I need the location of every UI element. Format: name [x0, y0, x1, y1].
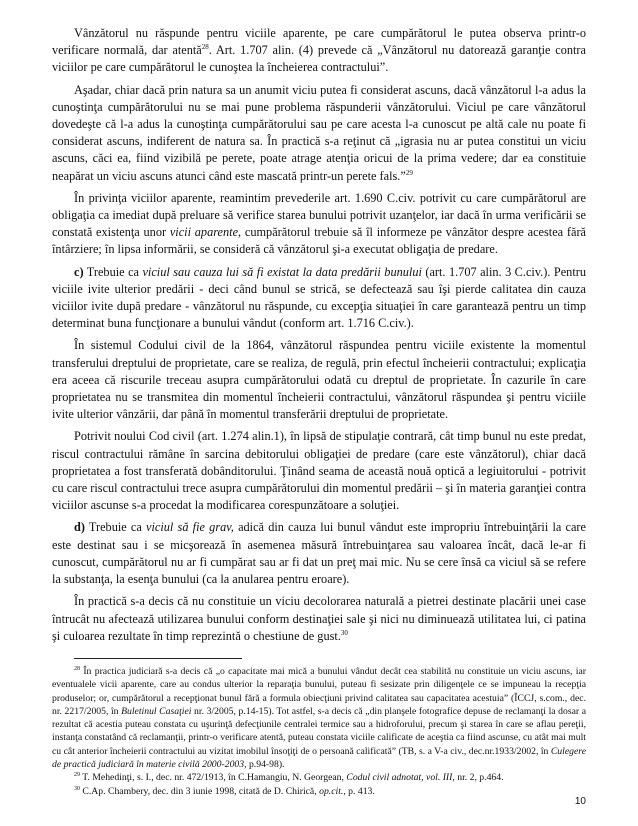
footnote-emphasis: Codul civil adnotat, vol. III: [346, 772, 453, 784]
page-number: 10: [574, 796, 586, 807]
paragraph-text: În practică s-a decis că nu constituie un viciu decolorarea naturală a pietrei destinate placării unei case întrucât nu afectează utilizarea bunului conform destinaţiei sale şi nici nu diminuează utilitatea lui, ci patina şi culoarea rezultate în timp reprezintă o chestiune de gust.: [52, 594, 586, 643]
footnote-text: , p.94-98).: [244, 758, 285, 770]
paragraph-text: În privinţa viciilor aparente, reamintim prevederile art. 1.690 C.civ. potrivit cu care cumpărătorul are obligaţia ca imediat după preluare să verifice starea bunului potrivit uzanţelor, iar dacă în urma verificării se constată existenţa unor: [52, 190, 586, 240]
paragraph-4: [52, 264, 586, 333]
footnotes: [52, 665, 586, 798]
paragraph-text: adică din cauza lui bunul vândut este impropriu întrebuinţării la care este destinat sau i se micşorează în asemenea măsură întrebuinţarea sau valoarea încât, dacă le-ar fi cunoscut, cumpărătorul nu ar fi cumpărat sau ar fi dat un preţ mai mic. Nu se cere însă ca viciul să se refere la substanţa, la esenţa bunului (ca la anularea pentru eroare).: [52, 520, 586, 587]
footnote-text: , nr. 2, p.464.: [452, 772, 504, 784]
paragraph-1: [52, 25, 586, 77]
footnote-ref-30[interactable]: 30: [340, 628, 348, 637]
list-marker: c): [74, 264, 84, 279]
footnote-number: 28: [74, 665, 80, 672]
paragraph-8: [52, 593, 586, 645]
paragraph-7: [52, 519, 586, 588]
footnote-divider: [74, 658, 242, 659]
footnote-text: nr. 3/2005, p.14-15). Tot astfel, s-a decis că „din planşele fotografice depuse de reclamanţi la dosar a rezultat că acestia puteau constata cu uşurinţă defecţiunile centralei termice sau a hidroforului, precum şi starea în care se aflau pereţii, instanţa constatând că reclamanţii, printr-o verificare atentă, puteau constata viciile calificate de aceştia ca fiind ascunse, cu atât mai mult cu cât anterior încheierii contractului au vizitat imobilul însoţiţi de o persoană calificată” (TB, s. a V-a civ., dec.nr.1933/2002, în: [52, 705, 586, 757]
paragraph-text: . Art. 1.707 alin. (4) prevede că „Vânzătorul nu datorează garanţie contra viciilor pe care cumpărătorul le cunoştea la încheierea contractului”.: [52, 43, 586, 75]
emphasis-text: viciul sau cauza lui să fi existat la data predării bunului: [142, 264, 422, 279]
paragraph-text: Trebuie ca: [84, 520, 147, 535]
paragraph-text: În sistemul Codului civil de la 1864, vânzătorul răspundea pentru viciile existente la momentul transferului dreptului de proprietate, care se realiza, de regulă, prin efectul încheierii contractului; explicaţia era aceea că riscurile treceau asupra cumpărătorului odată cu dreptul de proprietate. În cazurile în care proprietatea nu se transmitea din momentul încheierii contractului, vânzătorul răspundea şi pentru viciile ivite ulterior vânzării, dar până în momentul transferării dreptului de proprietate.: [52, 338, 586, 422]
list-marker: d): [74, 520, 85, 535]
footnote-emphasis: Buletinul Casaţiei: [121, 705, 192, 717]
footnote-text: C.Ap. Chambery, dec. din 3 iunie 1998, citată de D. Chirică,: [80, 785, 320, 797]
footnote-text: , p. 413.: [343, 785, 375, 797]
footnote-emphasis: op.cit.: [319, 785, 344, 797]
paragraph-6: [52, 428, 586, 514]
footnote-emphasis: Culegere de practică judiciară în materie civilă 2000-2003: [52, 745, 586, 770]
emphasis-text: vicii aparente: [169, 225, 239, 240]
paragraph-5: [52, 337, 586, 423]
footnote-text: În practica judiciară s-a decis că „o capacitate mai mică a bunului vândut decât cea stabilită nu constituie un viciu ascuns, iar eventualele vicii aparente, care au condus ulterior la reparaţia bunului, puteau fi sesizate prin diligenţele ce se impuneau la recepţia produselor; or, cumpărătorul a recepţionat bunul fără a formula obiecţiuni privind calitatea sau capacitatea acestuia” (ÎCCJ, s.com., dec. nr. 2217/2005, în: [52, 665, 586, 717]
footnote-ref-29[interactable]: 29: [405, 168, 413, 177]
paragraph-text: Potrivit noului Cod civil (art. 1.274 alin.1), în lipsă de stipulaţie contrară, cât timp bunul nu este predat, riscul contractului rămâne în sarcina debitorului obligaţiei de predare (care este vânzătorul), chiar dacă proprietatea a fost transferată dobânditorului. Ţinând seama de această nouă optică a legiuitorului - potrivit cu care riscul contractului trece asupra cumpărătorului din momentul predării – şi în materia garanţiei contra viciilor ascunse s-a procedat la modificarea corespunzătoare a soluţiei.: [52, 429, 586, 513]
paragraph-text: Trebuie ca: [83, 264, 143, 279]
footnote-28: [52, 665, 586, 771]
paragraph-text: Vânzătorul nu răspunde pentru viciile aparente, pe care cumpărătorul le putea observa printr-o verificare normală, dar atentă: [52, 26, 586, 58]
footnote-text: T. Mehedinţi, s. I., dec. nr. 472/1913, în C.Hamangiu, N. Georgean,: [80, 772, 347, 784]
paragraph-text: , cumpărătorul trebuie să îl informeze pe vânzător despre acestea fără întârziere; în lipsa informării, se consideră că vânzătorul şi-a executat obligaţia de predare.: [52, 225, 586, 257]
footnote-number: 30: [74, 785, 80, 792]
paragraph-text: Aşadar, chiar dacă prin natura sa un anumit viciu putea fi considerat ascuns, dacă vânzătorul l-a adus la cunoştinţa cumpărătorului nu se mai pune problema răspunderii vânzătorului. Viciul pe care vânzătorul dovedeşte că l-a adus la cunoştinţa cumpărătorului sau pe care acesta l-a cunoscut pe altă cale nu poate fi considerat ascuns, indiferent de natura sa. În practică s-a reţinut că „igrasia nu ar putea constitui un viciu ascuns, căci ea, fiind vizibilă pe perete, poate atrage atenţia oricui de la prima vedere; dar ea constituie neapărat un viciu ascuns atunci când este mascată printr-un perete fals.”: [52, 82, 586, 183]
paragraph-3: [52, 190, 586, 259]
paragraph-text: (art. 1.707 alin. 3 C.civ.). Pentru viciile ivite ulterior predării - deci când bunul se strică, se defectează sau îşi pierde calitatea din cauza viciilor ivite după predare - vânzătorul nu răspunde, cu excepţia situaţiei în care garantează pentru un timp determinat buna funcţionare a bunului vândut (conform art. 1.716 C.civ.).: [52, 264, 586, 331]
body-text: [52, 25, 586, 645]
paragraph-2: [52, 82, 586, 185]
footnote-29: [52, 771, 586, 784]
footnote-number: 29: [74, 772, 80, 779]
emphasis-text: viciul să fie grav,: [146, 520, 234, 535]
footnote-30: [52, 785, 586, 798]
footnote-ref-28[interactable]: 28: [201, 43, 209, 52]
